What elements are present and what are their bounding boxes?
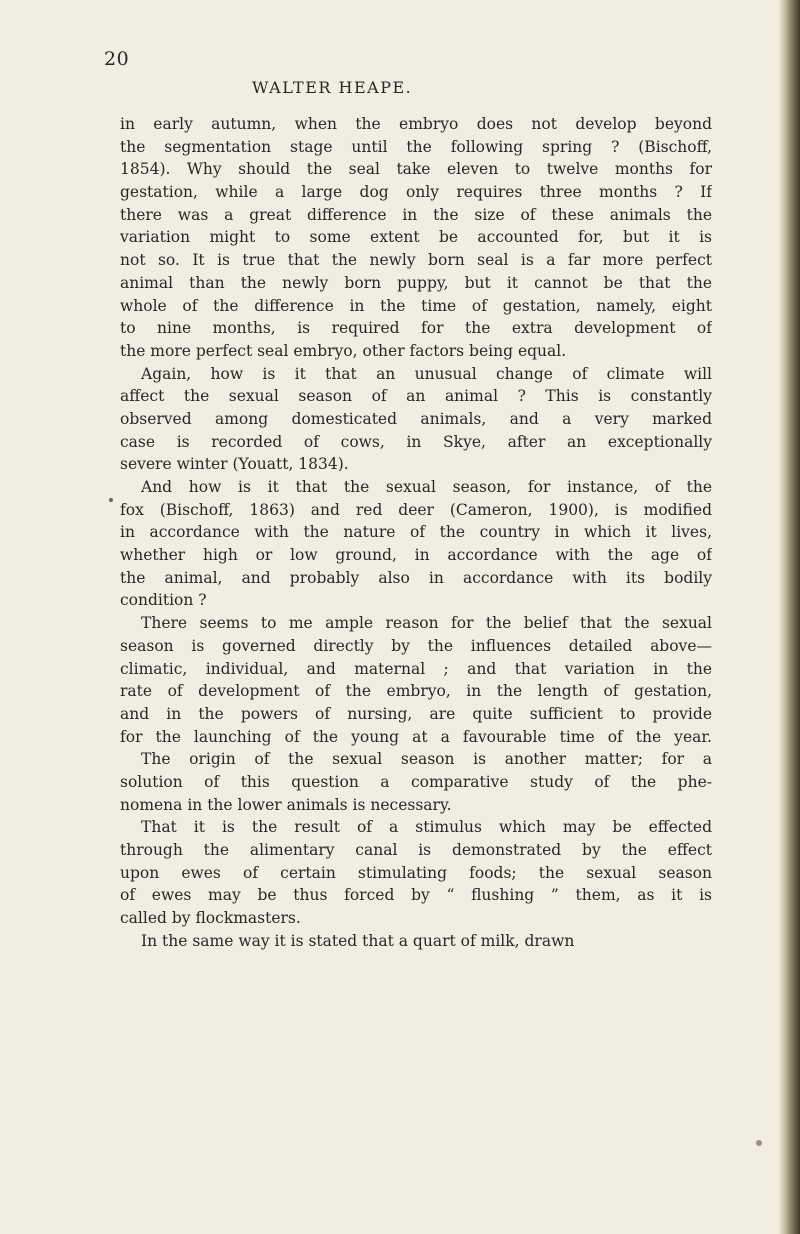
text-line: variation might to some extent be accounted for, but it is xyxy=(120,228,712,247)
text-line: of ewes may be thus forced by “ flushing ” them, as it is xyxy=(120,886,712,905)
text-line: the segmentation stage until the following spring ? (Bischoff, xyxy=(120,137,712,156)
text-line: condition ? xyxy=(120,591,207,610)
text-line: affect the sexual season of an animal ? This is constantly xyxy=(120,387,712,406)
text-line: the more perfect seal embryo, other factors being equal. xyxy=(120,341,567,360)
text-line: called by flockmasters. xyxy=(120,909,301,928)
text-line: the animal, and probably also in accordance with its bodily xyxy=(120,568,712,587)
text-line: in early autumn, when the embryo does not develop beyond xyxy=(120,115,712,133)
text-line: The origin of the sexual season is another matter; for a xyxy=(141,750,712,769)
text-line: there was a great difference in the size of these animals the xyxy=(120,205,712,224)
text-line: not so. It is true that the newly born seal is a far more perfect xyxy=(120,251,712,270)
text-line: In the same way it is stated that a quart of milk, drawn xyxy=(141,931,575,950)
print-speck xyxy=(756,1140,762,1146)
body-text xyxy=(120,113,712,952)
page-edge-shadow xyxy=(778,0,800,1234)
text-line: through the alimentary canal is demonstrated by the effect xyxy=(120,841,712,859)
text-line: in accordance with the nature of the country in which it lives, xyxy=(120,523,712,542)
page-number: 20 xyxy=(104,48,130,70)
text-line: case is recorded of cows, in Skye, after an exceptionally xyxy=(120,432,712,451)
text-line: severe winter (Youatt, 1834). xyxy=(120,455,349,474)
margin-mark xyxy=(109,498,113,502)
text-line: rate of development of the embryo, in the length of gestation, xyxy=(120,682,712,701)
text-line: That it is the result of a stimulus which may be effected xyxy=(141,818,712,837)
running-head: WALTER HEAPE. xyxy=(252,78,413,97)
text-line: upon ewes of certain stimulating foods; the sexual season xyxy=(120,863,712,882)
text-line: whether high or low ground, in accordance with the age of xyxy=(120,546,712,565)
text-line: fox (Bischoff, 1863) and red deer (Cameron, 1900), is modified xyxy=(120,500,712,519)
text-line: And how is it that the sexual season, for instance, of the xyxy=(141,478,712,496)
text-line: animal than the newly born puppy, but it cannot be that the xyxy=(120,273,712,292)
text-line: and in the powers of nursing, are quite sufficient to provide xyxy=(120,704,712,723)
text-line: solution of this question a comparative study of the phe- xyxy=(120,772,712,791)
text-line: whole of the difference in the time of gestation, namely, eight xyxy=(120,296,712,315)
text-line: gestation, while a large dog only requires three months ? If xyxy=(120,183,712,202)
text-line: season is governed directly by the influences detailed above— xyxy=(120,636,712,655)
text-line: Again, how is it that an unusual change of climate will xyxy=(141,364,712,383)
text-line: to nine months, is required for the extra development of xyxy=(120,319,712,338)
text-line: nomena in the lower animals is necessary. xyxy=(120,795,452,814)
text-line: observed among domesticated animals, and a very marked xyxy=(120,409,712,428)
text-line: There seems to me ample reason for the belief that the sexual xyxy=(141,614,712,633)
text-line: for the launching of the young at a favourable time of the year. xyxy=(120,727,712,746)
text-line: climatic, individual, and maternal ; and that variation in the xyxy=(120,659,712,678)
text-line: 1854). Why should the seal take eleven to twelve months for xyxy=(120,160,712,179)
